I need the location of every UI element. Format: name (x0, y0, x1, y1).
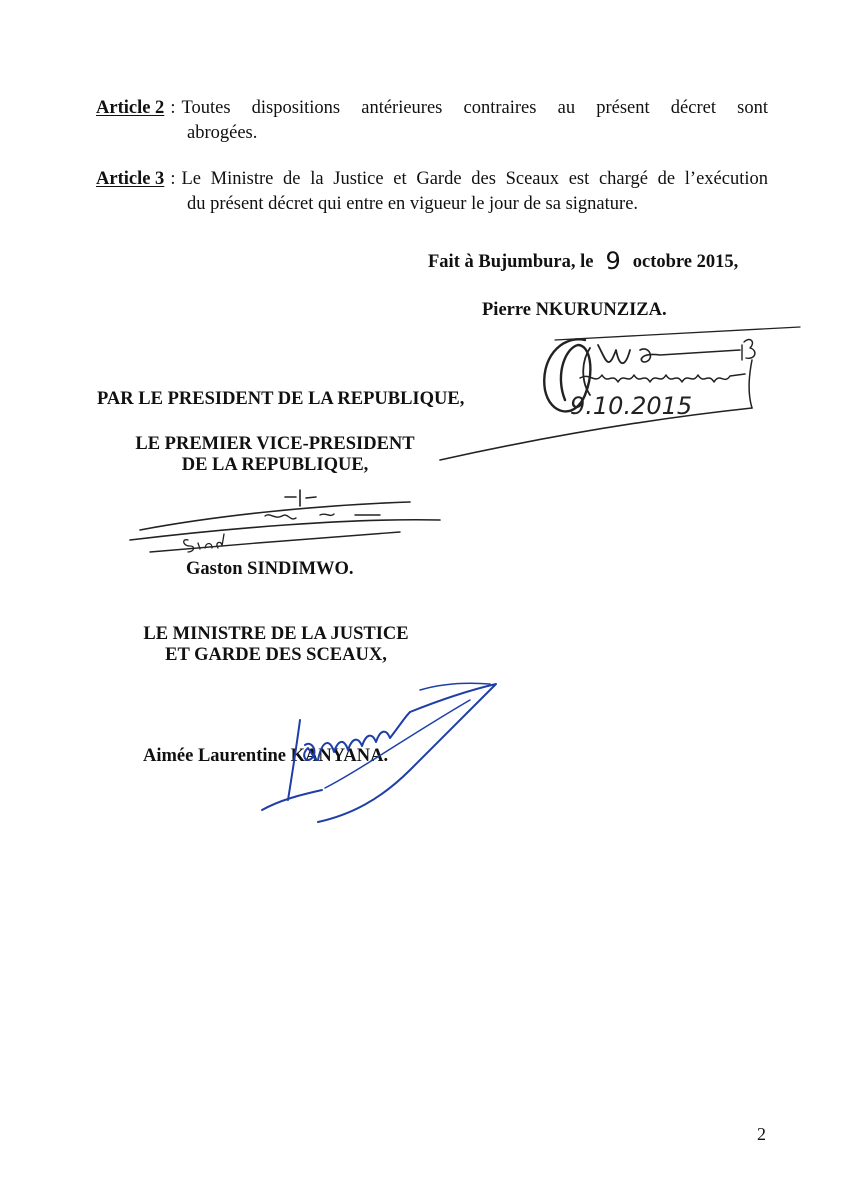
vice-president-name: Gaston SINDIMWO. (186, 559, 354, 579)
par-le-president: PAR LE PRESIDENT DE LA REPUBLIQUE, (97, 389, 465, 409)
vice-president-title-line-2: DE LA REPUBLIQUE, (181, 455, 369, 475)
article-2-line-2: abrogées. (187, 123, 258, 143)
president-name: Pierre NKURUNZIZA. (482, 300, 667, 320)
minister-title-line-2: ET GARDE DES SCEAUX, (165, 645, 387, 665)
article-3-label: Article 3 (96, 169, 165, 189)
article-3-colon: : (170, 169, 176, 189)
article-2-label: Article 2 (96, 98, 165, 118)
handwritten-day: 9 (605, 247, 621, 275)
article-3-line-2: du présent décret qui entre en vigueur le jour de sa signature. (187, 194, 639, 214)
article-2-colon: : (170, 98, 176, 118)
article-2-line-1: Toutes dispositions antérieures contraires au présent décret sont (181, 98, 768, 118)
article-3-line-1: Le Ministre de la Justice et Garde des Sceaux est chargé de l’exécution (181, 169, 768, 189)
page-number: 2 (757, 1124, 766, 1144)
vice-president-title-line-1: LE PREMIER VICE-PRESIDENT (135, 434, 415, 454)
minister-name: Aimée Laurentine KANYANA. (143, 746, 389, 766)
place-date-suffix: octobre 2015, (632, 252, 739, 272)
place-date-prefix: Fait à Bujumbura, le (428, 252, 594, 272)
minister-title-line-1: LE MINISTRE DE LA JUSTICE (143, 624, 409, 644)
president-signature-date: 9.10.2015 (570, 392, 693, 420)
